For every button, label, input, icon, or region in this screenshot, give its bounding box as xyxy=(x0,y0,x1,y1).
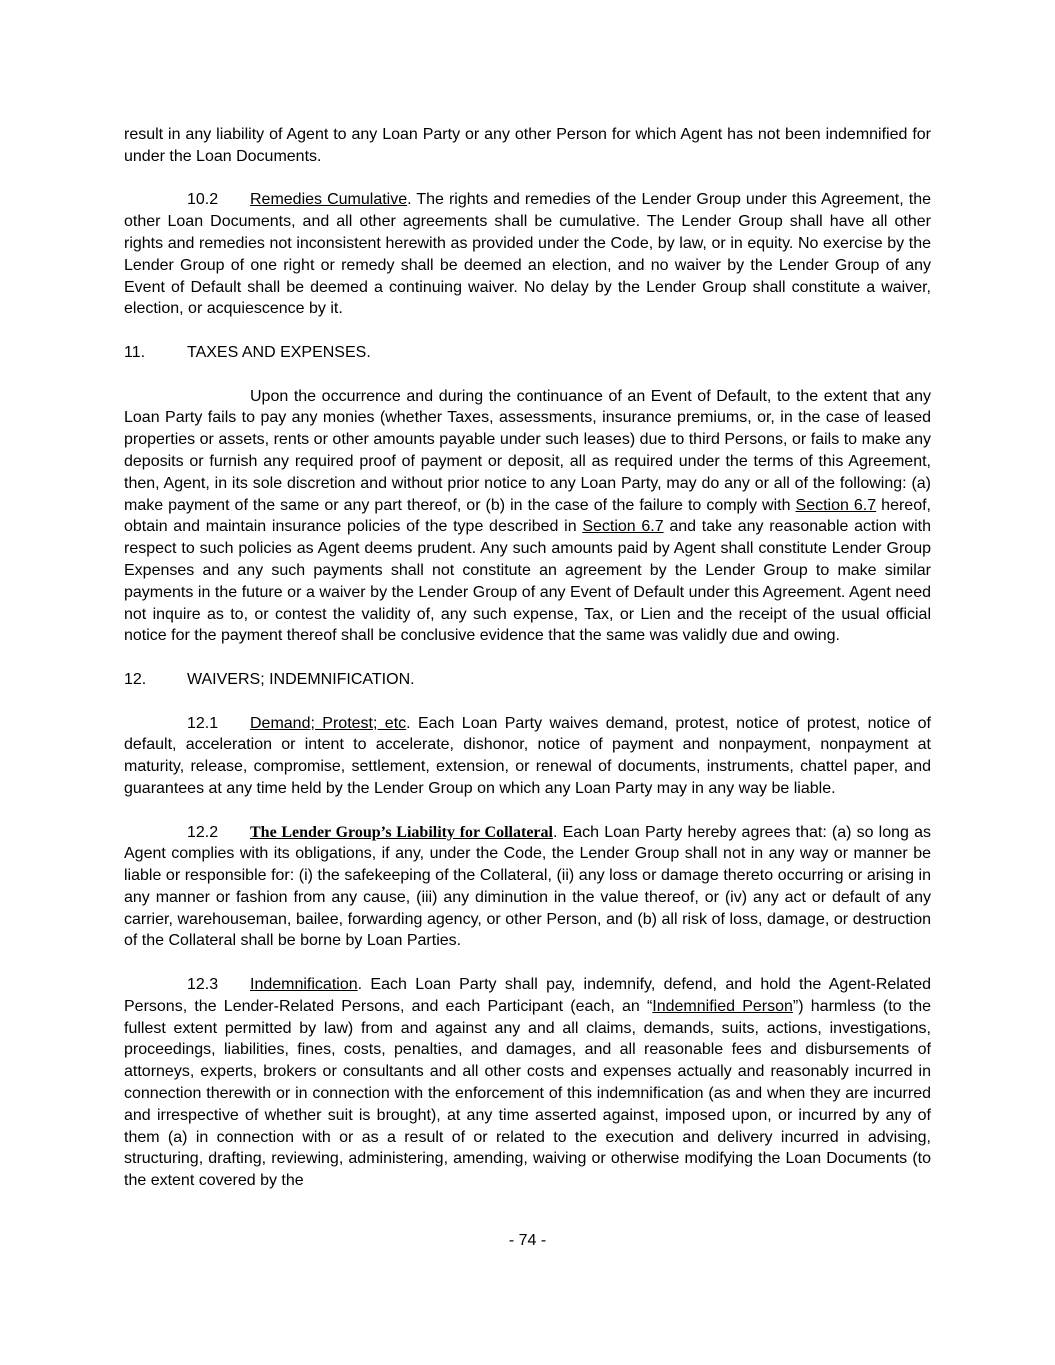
section-10-2-text: . The rights and remedies of the Lender Group under this Agreement, the other Loan Documents, and all other agreements shall be cumulative. The Lender Group shall have all other rights and remedies not inconsistent herewith as provided under the Code, by law, or in equity. No exercise by the Lender Group of one right or remedy shall be deemed an election, and no waiver by the Lender Group of any Event of Default shall be deemed a continuing waiver. No delay by the Lender Group shall constitute a waiver, election, or acquiescence by it. xyxy=(124,191,931,318)
section-12-3-title: Indemnification xyxy=(250,976,358,994)
section-11-text-a: Upon the occurrence and during the continuance of an Event of Default, to the extent that any Loan Party fails to pay any monies (whether Taxes, assessments, insurance premiums, or, in the case of leased properties or assets, rents or other amounts payable under such leases) due to third Persons, or fails to make any deposits or furnish any required proof of payment or deposit, all as required under the terms of this Agreement, then, Agent, in its sole discretion and without prior notice to any Loan Party, may do any or all of the following: (a) make payment of the same or any part thereof, or (b) in the case of the failure to comply with xyxy=(124,387,931,514)
section-12-1-text: . Each Loan Party waives demand, protest, notice of protest, notice of default, acceleration or intent to accelerate, dishonor, notice of payment and nonpayment, nonpayment at maturity, release, compromise, settlement, extension, or renewal of documents, instruments, chattel paper, and guarantees at any time held by the Lender Group on which any Loan Party may in any way be liable. xyxy=(124,714,931,797)
section-12-1-number: 12.1 xyxy=(187,714,219,732)
section-11-number: 11. xyxy=(124,343,146,361)
section-6-7-reference: Section 6.7 xyxy=(795,496,877,514)
section-12-number: 12. xyxy=(124,670,147,688)
section-12-3 xyxy=(124,974,931,1192)
section-11-heading xyxy=(124,342,931,364)
section-12-heading xyxy=(124,669,931,691)
section-12-2-number: 12.2 xyxy=(187,823,219,841)
section-12-2 xyxy=(124,822,931,953)
section-11-text-c: and take any reasonable action with respect to such policies as Agent deems prudent. Any such amounts paid by Agent shall constitute Lender Group Expenses and any such payments shall not constitute an agreement by the Lender Group to make similar payments in the future or a waiver by the Lender Group of any Event of Default under this Agreement. Agent need not inquire as to, or contest the validity of, any such expense, Tax, or Lien and the receipt of the usual official notice for the payment thereof shall be conclusive evidence that the same was validly due and owing. xyxy=(124,518,931,645)
section-12-2-text: . Each Loan Party hereby agrees that: (a) so long as Agent complies with its obligations, if any, under the Code, the Lender Group shall not in any way or manner be liable or responsible for: (i) the safekeeping of the Collateral, (ii) any loss or damage thereto occurring or arising in any manner or fashion from any cause, (iii) any diminution in the value thereof, or (iv) any act or default of any carrier, warehouseman, bailee, forwarding agency, or other Person, and (b) all risk of loss, damage, or destruction of the Collateral shall be borne by Loan Parties. xyxy=(124,823,931,950)
intro-paragraph: result in any liability of Agent to any Loan Party or any other Person for which Agent has not been indemnified for under the Loan Documents. xyxy=(124,126,931,165)
section-12-3-number: 12.3 xyxy=(187,976,219,994)
indemnified-person-term: Indemnified Person xyxy=(652,997,793,1015)
section-10-2-number: 10.2 xyxy=(187,191,219,209)
document-page xyxy=(124,124,931,1192)
section-12-3-text-a: . Each Loan Party shall pay, indemnify, defend, and hold the Agent-Related Persons, the Lender-Related Persons, and each Participant (each, an “ xyxy=(124,976,931,1015)
section-12-2-title: The Lender Group’s Liability for Collateral xyxy=(250,823,553,841)
section-11-title: TAXES AND EXPENSES. xyxy=(187,343,371,361)
section-11-body xyxy=(124,386,931,648)
section-11-text-b: hereof, obtain and maintain insurance policies of the type described in xyxy=(124,496,931,536)
section-12-3-text-b: ”) harmless (to the fullest extent permitted by law) from and against any and all claims, demands, suits, actions, investigations, proceedings, liabilities, fines, costs, penalties, and damages, and all reasonable fees and disbursements of attorneys, experts, brokers or consultants and all other costs and expenses actually and reasonably incurred in connection therewith or in connection with the enforcement of this indemnification (as and when they are incurred and irrespective of whether suit is brought), at any time asserted against, imposed upon, or incurred by any of them (a) in connection with or as a result of or related to the execution and delivery incurred in advising, structuring, drafting, reviewing, administering, amending, waiving or otherwise modifying the Loan Documents (to the extent covered by the xyxy=(124,997,932,1190)
section-10-2 xyxy=(124,189,931,320)
section-6-7-reference-2: Section 6.7 xyxy=(582,518,664,536)
section-10-2-title: Remedies Cumulative xyxy=(250,191,408,209)
section-12-1-title: Demand; Protest; etc xyxy=(250,714,407,732)
page-number: - 74 - xyxy=(508,1232,547,1249)
section-12-title: WAIVERS; INDEMNIFICATION. xyxy=(187,670,415,688)
section-12-1 xyxy=(124,713,931,800)
